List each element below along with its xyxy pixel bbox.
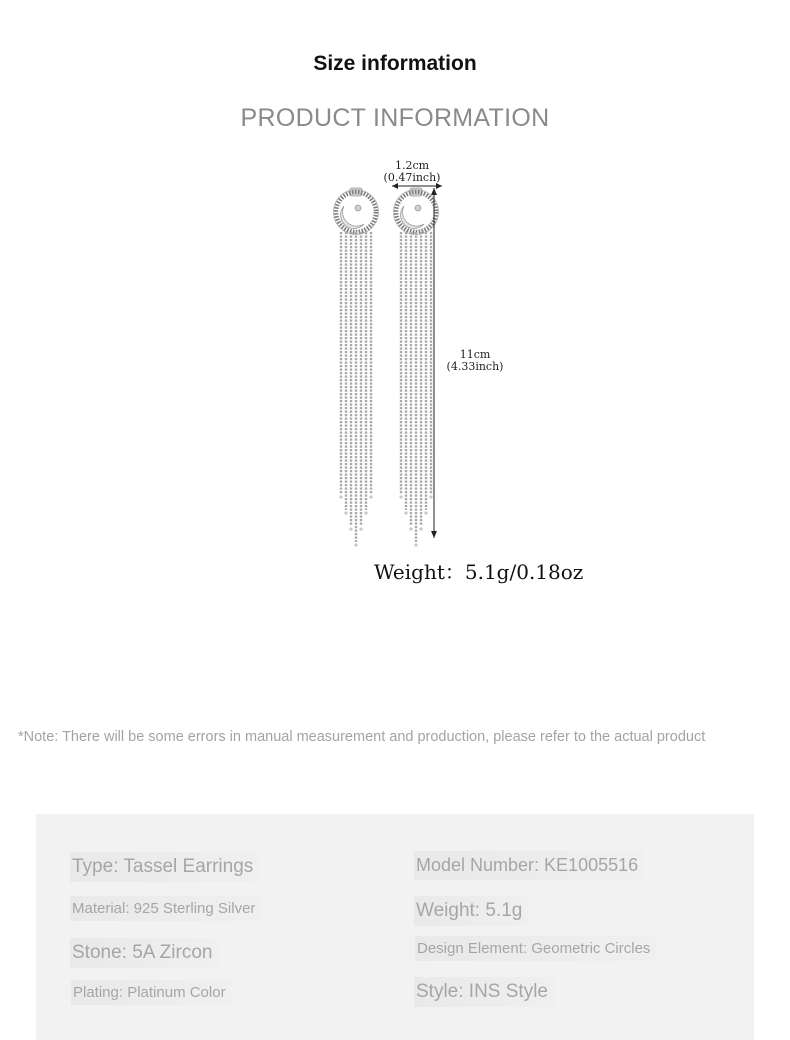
height-cm: 11cm	[459, 348, 491, 361]
weight-caption: Weight：5.1g/0.18oz	[374, 560, 584, 584]
size-information-title: Size information	[313, 52, 477, 75]
earring-2-stone	[415, 205, 421, 211]
earring-2-chain-end-6	[424, 511, 427, 514]
earring-2-chain-end-1	[399, 495, 402, 498]
earring-1-chain-end-5	[359, 527, 362, 530]
earring-2-chain-end-4	[414, 543, 417, 546]
spec-material: Material: 925 Sterling Silver	[70, 896, 261, 921]
width-cm: 1.2cm	[394, 159, 430, 172]
spec-plating: Plating: Platinum Color	[71, 980, 232, 1005]
earring-1-chain-end-2	[344, 511, 347, 514]
width-inch: (0.47inch)	[383, 171, 441, 184]
earring-2-chain-end-7	[429, 495, 432, 498]
height-dimension-label	[430, 349, 520, 373]
width-dimension-label	[372, 160, 452, 184]
earring-1-chain-end-6	[364, 511, 367, 514]
earring-2-chain-end-5	[419, 527, 422, 530]
earring-1-chain-end-7	[369, 495, 372, 498]
earring-2-chain-end-3	[409, 527, 412, 530]
spec-panel	[36, 814, 754, 1040]
earring-1-chain-end-1	[339, 495, 342, 498]
spec-model-number: Model Number: KE1005516	[414, 851, 644, 880]
height-arrow-top	[431, 188, 437, 195]
earring-1-stone	[355, 205, 361, 211]
measurement-note: *Note: There will be some errors in manual measurement and production, please refer to the actual product	[18, 729, 706, 745]
spec-type: Type: Tassel Earrings	[70, 852, 259, 882]
height-arrow-bottom	[431, 531, 437, 538]
height-inch: (4.33inch)	[446, 360, 504, 373]
earrings-figure	[300, 150, 640, 590]
earring-2-chain-end-2	[404, 511, 407, 514]
spec-style: Style: INS Style	[414, 977, 554, 1007]
spec-weight: Weight: 5.1g	[414, 896, 528, 926]
earring-1-chain-end-3	[349, 527, 352, 530]
spec-stone: Stone: 5A Zircon	[70, 938, 218, 968]
product-information-title: PRODUCT INFORMATION	[240, 104, 550, 132]
earring-1-chain-end-4	[354, 543, 357, 546]
spec-design-element: Design Element: Geometric Circles	[415, 936, 656, 961]
